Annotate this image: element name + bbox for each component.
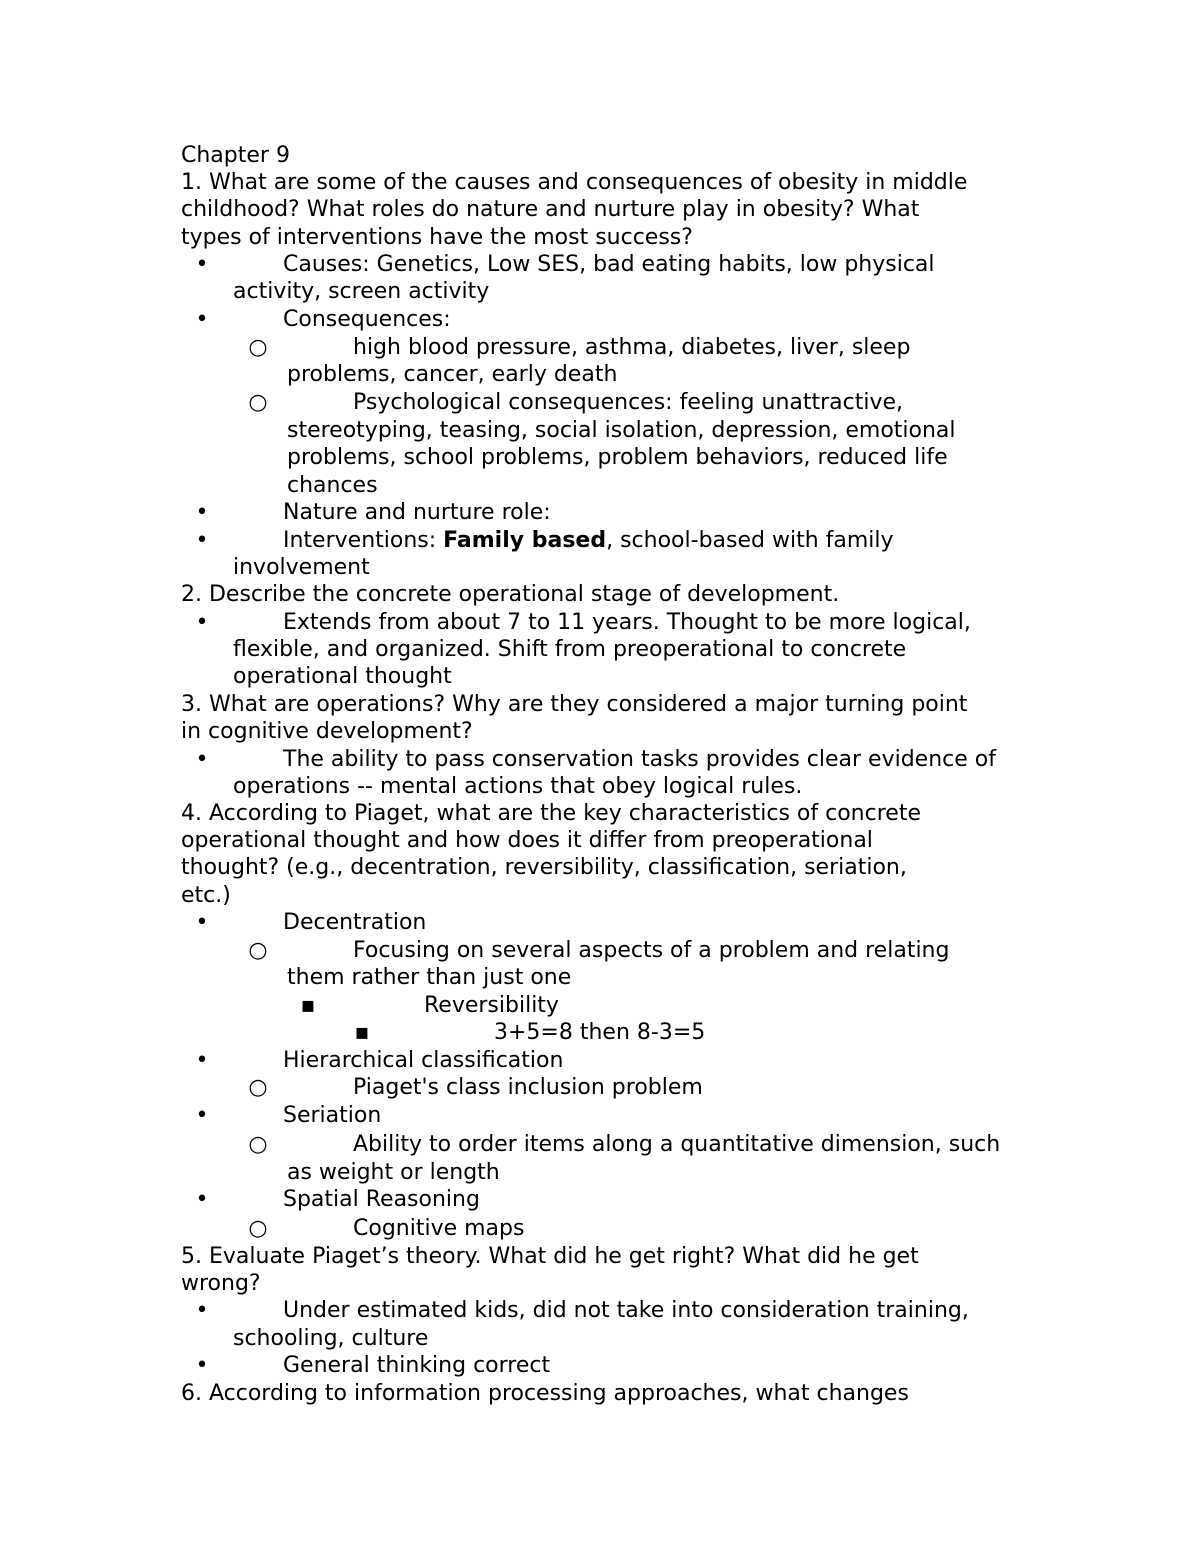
- seriation-text: as weight or length: [287, 1160, 500, 1185]
- circle-bullet-icon: ○: [248, 1075, 268, 1100]
- question-1-line: 1. What are some of the causes and consequences of obesity in middle: [181, 170, 968, 195]
- disc-bullet-icon: •: [195, 1103, 209, 1128]
- hierarchical-heading: Hierarchical classification: [283, 1048, 564, 1073]
- class-inclusion-text: Piaget's class inclusion problem: [353, 1075, 703, 1100]
- operations-text: The ability to pass conservation tasks provides clear evidence of: [283, 747, 996, 772]
- decentration-text: them rather than just one: [287, 965, 572, 990]
- spatial-heading: Spatial Reasoning: [283, 1187, 480, 1212]
- question-5-line: wrong?: [181, 1271, 261, 1296]
- interventions-text: [283, 527, 894, 555]
- circle-bullet-icon: ○: [248, 1216, 268, 1241]
- disc-bullet-icon: •: [195, 1048, 209, 1073]
- question-2-line: 2. Describe the concrete operational stage of development.: [181, 582, 840, 607]
- question-3-line: in cognitive development?: [181, 719, 473, 744]
- question-3-line: 3. What are operations? Why are they considered a major turning point: [181, 692, 968, 717]
- physical-consequences-text: problems, cancer, early death: [287, 362, 618, 387]
- question-1-line: types of interventions have the most success?: [181, 225, 693, 250]
- question-1-line: childhood? What roles do nature and nurture play in obesity? What: [181, 197, 920, 222]
- psychological-consequences-text: Psychological consequences: feeling unattractive,: [353, 390, 904, 415]
- circle-bullet-icon: ○: [248, 390, 268, 415]
- disc-bullet-icon: •: [195, 1298, 209, 1323]
- question-4-line: 4. According to Piaget, what are the key characteristics of concrete: [181, 801, 921, 826]
- causes-text: activity, screen activity: [233, 279, 490, 304]
- evaluation-text: General thinking correct: [283, 1353, 551, 1378]
- question-6-line: 6. According to information processing approaches, what changes: [181, 1381, 909, 1406]
- disc-bullet-icon: •: [195, 747, 209, 772]
- concrete-stage-text: operational thought: [233, 664, 452, 689]
- psychological-consequences-text: chances: [287, 473, 378, 498]
- reversibility-example: 3+5=8 then 8-3=5: [494, 1020, 706, 1045]
- circle-bullet-icon: ○: [248, 335, 268, 360]
- disc-bullet-icon: •: [195, 610, 209, 635]
- disc-bullet-icon: •: [195, 252, 209, 277]
- question-4-line: etc.): [181, 883, 231, 908]
- concrete-stage-text: flexible, and organized. Shift from preoperational to concrete: [233, 637, 907, 662]
- square-bullet-icon: ▪: [300, 993, 316, 1018]
- disc-bullet-icon: •: [195, 307, 209, 332]
- concrete-stage-text: Extends from about 7 to 11 years. Thought to be more logical,: [283, 610, 971, 635]
- disc-bullet-icon: •: [195, 1353, 209, 1378]
- circle-bullet-icon: ○: [248, 1132, 268, 1157]
- psychological-consequences-text: stereotyping, teasing, social isolation, depression, emotional: [287, 418, 956, 443]
- chapter-title: Chapter 9: [181, 143, 290, 168]
- physical-consequences-text: high blood pressure, asthma, diabetes, liver, sleep: [353, 335, 911, 360]
- nature-nurture-text: Nature and nurture role:: [283, 500, 551, 525]
- question-4-line: thought? (e.g., decentration, reversibility, classification, seriation,: [181, 855, 907, 880]
- consequences-heading: Consequences:: [283, 307, 451, 332]
- interventions-bold-text: Family based: [443, 528, 607, 553]
- evaluation-text: Under estimated kids, did not take into consideration training,: [283, 1298, 969, 1323]
- decentration-heading: Decentration: [283, 910, 427, 935]
- disc-bullet-icon: •: [195, 528, 209, 553]
- operations-text: operations -- mental actions that obey logical rules.: [233, 774, 803, 799]
- reversibility-heading: Reversibility: [424, 993, 559, 1018]
- question-5-line: 5. Evaluate Piaget’s theory. What did he get right? What did he get: [181, 1244, 919, 1269]
- interventions-text: involvement: [233, 555, 370, 580]
- interventions-label: Interventions:: [283, 528, 444, 553]
- causes-text: Causes: Genetics, Low SES, bad eating habits, low physical: [283, 252, 935, 277]
- cognitive-maps-text: Cognitive maps: [353, 1216, 525, 1241]
- circle-bullet-icon: ○: [248, 938, 268, 963]
- question-4-line: operational thought and how does it differ from preoperational: [181, 828, 873, 853]
- evaluation-text: schooling, culture: [233, 1326, 429, 1351]
- decentration-text: Focusing on several aspects of a problem and relating: [353, 938, 950, 963]
- disc-bullet-icon: •: [195, 1187, 209, 1212]
- seriation-text: Ability to order items along a quantitative dimension, such: [353, 1132, 1001, 1157]
- seriation-heading: Seriation: [283, 1103, 382, 1128]
- psychological-consequences-text: problems, school problems, problem behaviors, reduced life: [287, 445, 948, 470]
- disc-bullet-icon: •: [195, 910, 209, 935]
- disc-bullet-icon: •: [195, 500, 209, 525]
- interventions-rest: , school-based with family: [606, 528, 894, 553]
- square-bullet-icon: ▪: [354, 1020, 370, 1045]
